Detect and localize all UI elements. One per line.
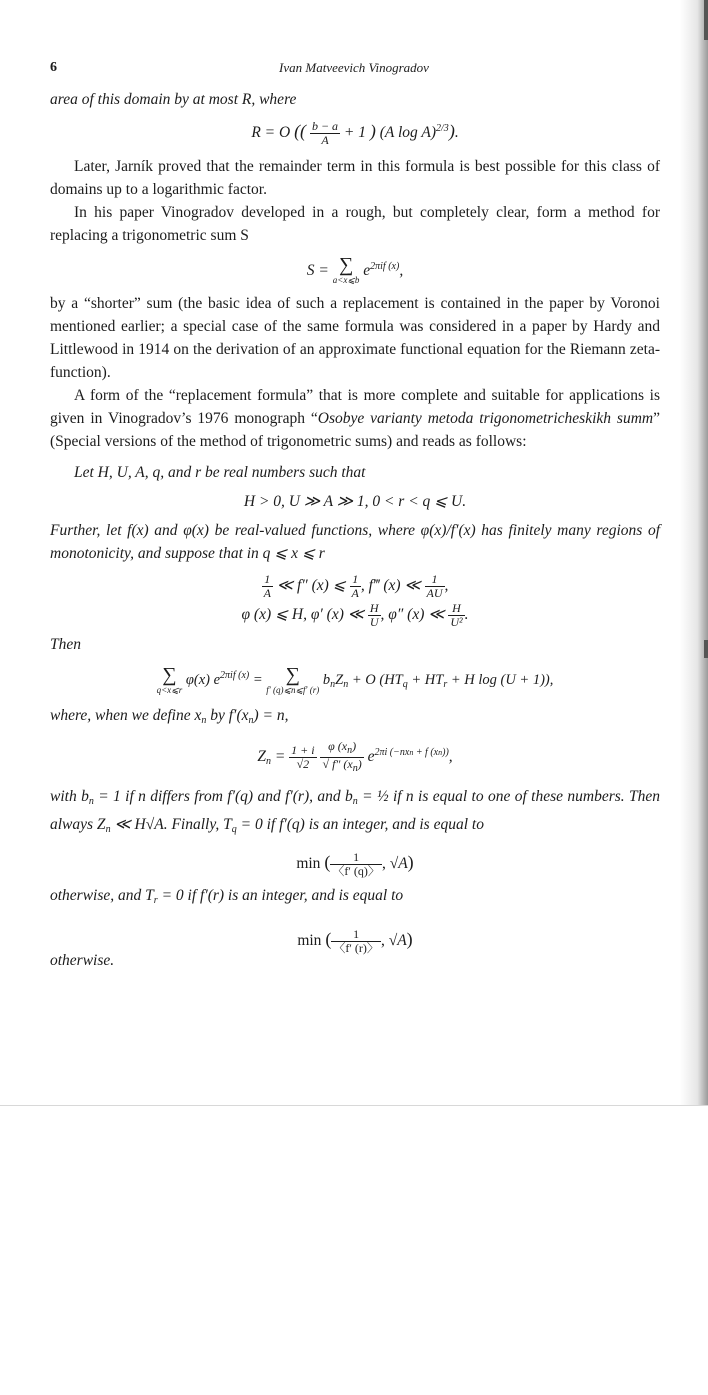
eq-S-sum: ∑ a<x⩽b <box>332 254 360 286</box>
eq-Z-b-num <box>320 740 363 758</box>
eq-main-term2: b <box>322 672 331 689</box>
scan-edge-top <box>704 0 708 40</box>
p10-b: = 0 if f′(r) is an integer, and is equal to <box>157 887 404 905</box>
eq-Z-b-den-text: √ f″ (x <box>322 757 353 772</box>
eq-main-sum1-limits: q<x⩽r <box>156 685 183 696</box>
equation-main <box>50 664 660 696</box>
eq-main-rest-sub1: q <box>402 679 408 691</box>
eq-Z-lhs: Z <box>257 748 266 766</box>
eq-f1-a-num: 1 <box>262 573 273 587</box>
p9-b: = 1 if n differs from f′(q) and f′(r), and b <box>93 788 353 806</box>
eq-R-paren: (A log A) <box>379 124 437 141</box>
eq-f2-frac-c <box>448 602 464 629</box>
equation-f1 <box>50 573 660 600</box>
eq-min1-root: √A <box>389 855 408 873</box>
paragraph-1: area of this domain by at most R, where <box>50 91 297 108</box>
eq-min2-min: min <box>297 932 322 950</box>
eq-f1-end: , <box>444 577 449 595</box>
paragraph-6: Let H, U, A, q, and r be real numbers such that <box>74 464 366 482</box>
p9-e: = 0 if f′(q) is an integer, and is equal to <box>236 816 484 834</box>
eq-R-frac-num: b − a <box>311 118 339 133</box>
eq-Z-end: , <box>448 748 453 766</box>
eq-S-exp: 2πif (x) <box>370 260 400 272</box>
eq-f2-comma: , <box>380 606 385 624</box>
paragraph-5 <box>50 384 660 453</box>
eq-S-end: , <box>399 261 404 279</box>
eq-main-equals: = <box>252 672 263 689</box>
running-head: Ivan Matveevich Vinogradov <box>279 60 429 75</box>
p10-a: otherwise, and T <box>50 887 154 905</box>
eq-Z-frac-a <box>289 744 316 771</box>
eq-main-rest2: + HT <box>411 672 444 689</box>
eq-min1-den: 〈f′ (q)〉 <box>332 864 380 879</box>
eq-main-exp1: 2πif (x) <box>220 670 250 682</box>
eq-main-rest-sub2: r <box>443 679 448 691</box>
eq-min2-num: 1 <box>331 928 381 942</box>
eq-f2-end: . <box>464 606 469 624</box>
eq-R-fraction <box>310 120 340 147</box>
eq-Z-b-den-sub: n <box>352 763 358 775</box>
eq-main-sum1: ∑ q<x⩽r <box>156 664 183 696</box>
eq-min2-den: 〈f′ (r)〉 <box>333 941 379 956</box>
eq-f1-c-den: AU <box>426 586 443 601</box>
eq-S-limits: a<x⩽b <box>332 275 360 286</box>
eq-min1-frac <box>330 851 382 878</box>
eq-f2-a: φ (x) ⩽ H, <box>241 606 307 624</box>
paragraph-3: In his paper Vinogradov developed in a rough, but completely clear, form a method for replacing a trigonometric sum S <box>50 203 660 244</box>
eq-main-sum2-limits: f′ (q)⩽n⩽f′ (r) <box>266 685 320 696</box>
eq-Z-exp-sub: n <box>409 748 414 758</box>
eq-f1-f3: f‴ (x) ≪ <box>368 577 421 595</box>
p9-d: ≪ H√A. Finally, T <box>110 816 232 834</box>
eq-f2-c-den: U² <box>450 615 463 630</box>
page-body <box>50 88 660 972</box>
eq-min2-comma: , <box>380 932 385 950</box>
eq-f1-c-num: 1 <box>425 573 445 587</box>
eq-Z-b-num-text: φ (x <box>328 739 348 754</box>
eq-Z-exp <box>375 747 449 758</box>
eq-f2-b-den: U <box>369 615 379 630</box>
paragraph-9 <box>50 785 660 841</box>
then-label: Then <box>50 636 81 654</box>
page-number: 6 <box>50 60 57 75</box>
equation-f2 <box>50 602 660 629</box>
p8-b: by f′(x <box>206 707 249 725</box>
eq-min2-root: √A <box>388 932 407 950</box>
p5-title: Osobye varianty metoda trigonometricheskikh summ <box>317 410 654 428</box>
eq-f2-c-num: H <box>448 602 464 616</box>
eq-Z-b-den <box>320 758 363 775</box>
eq-f2-frac-b <box>368 602 381 629</box>
eq-Z-b-den-end: ) <box>357 757 362 772</box>
eq-R-exp: 2/3 <box>436 123 449 134</box>
eq-f1-comma: , <box>360 577 365 595</box>
eq-main-term2b: Z <box>335 672 344 689</box>
p8-a: where, when we define x <box>50 707 202 725</box>
blank-scan-area <box>0 1105 708 1395</box>
paragraph-10 <box>50 884 660 912</box>
p8-c: ) = n, <box>253 707 289 725</box>
equation-min-1: min ( $\frac{1}{〈f' (q)〉}$ , √A) <box>296 850 414 879</box>
eq-main-term2b-sub: n <box>343 679 349 691</box>
equation-R: R = O (( $\frac{b - a}{A}$ + 1 ) (A log A)$^{2/3}$). <box>251 118 459 147</box>
paragraph-2: Later, Jarník proved that the remainder term in this formula is best possible for this class of domains up to a logarithmic factor. <box>50 157 660 198</box>
eq-main-term1: φ(x) e <box>185 672 221 689</box>
eq-R-frac-den: A <box>321 132 329 147</box>
eq-f1-b-num: 1 <box>350 573 361 587</box>
eq-f1-a-den: A <box>263 586 271 601</box>
eq-Z-lhs-sub: n <box>265 756 271 768</box>
eq-main-rest: + O (HT <box>351 672 403 689</box>
p10-sub: r <box>153 895 158 907</box>
page-header <box>50 60 658 80</box>
p8-sub: n <box>201 715 207 727</box>
eq-R-end: . <box>454 124 459 141</box>
eq-R-rest: + 1 <box>343 124 367 141</box>
p5-b: ” (Special versions of the method of trigonometric sums) and reads as follows: <box>50 410 660 451</box>
scan-edge-mid <box>704 640 708 658</box>
p9-sub2: n <box>352 796 358 808</box>
eq-f1-frac-a <box>262 573 273 600</box>
eq-f1-b-den: A <box>351 586 359 601</box>
eq-min1-num: 1 <box>330 851 382 865</box>
eq-Z-exp-sub2: n <box>438 748 443 758</box>
eq-main-sum2: ∑ f′ (q)⩽n⩽f′ (r) <box>266 664 320 696</box>
paragraph-4: by a “shorter” sum (the basic idea of such a replacement is contained in the paper by Voronoi mentioned earlier; a special case of the same formula was considered in a paper by Hardy and Littlewood in 1914 on the derivation of an approximate functional equation for the Riemann zeta-function). <box>50 295 660 382</box>
equation-min-2: min ( $\frac{1}{〈f' (r)〉}$ , √A) <box>297 927 413 956</box>
p9-c: = ½ if n is equal to one of these numbers. Then always Z <box>50 788 661 834</box>
paragraph-8 <box>50 704 660 732</box>
eq-min1-comma: , <box>381 855 386 873</box>
eq-f1-frac-c <box>425 573 445 600</box>
eq-R-lhs: R = O <box>251 124 291 141</box>
eq-Z-exp-b: + f (x <box>413 747 439 759</box>
p8-sub2: n <box>248 715 254 727</box>
eq-Z-b-num-end: ) <box>352 739 357 754</box>
p9-sub4: q <box>231 824 237 836</box>
equation-Z <box>50 740 660 775</box>
paragraph-11: otherwise. <box>50 952 115 970</box>
eq-main-rest3: + H log (U + 1)), <box>450 672 554 689</box>
paragraph-7: Further, let f(x) and φ(x) be real-valued functions, where φ(x)/f′(x) has finitely many regions of monotonicity, and suppose that in q ⩽ x ⩽ r <box>50 522 660 563</box>
eq-f1-frac-b <box>350 573 361 600</box>
eq-min2-frac <box>331 928 381 955</box>
equation-S <box>50 255 660 286</box>
eq-Z-frac-b <box>320 740 363 775</box>
eq-S-lhs: S = <box>306 261 329 279</box>
p5-a: A form of the “replacement formula” that is more complete and suitable for applications is given in Vinogradov’s 1976 monograph “ <box>50 387 660 428</box>
eq-f2-c: φ″ (x) ≪ <box>388 606 445 624</box>
eq-Z-exp-c: )) <box>442 747 449 759</box>
eq-main-term2-sub: n <box>330 679 336 691</box>
eq-Z-exp-a: 2πi (−nx <box>374 747 410 759</box>
eq-f2-b-num: H <box>369 601 379 616</box>
p9-a: with b <box>50 788 89 806</box>
eq-min1-min: min <box>296 855 321 873</box>
p9-sub: n <box>88 796 94 808</box>
eq-f1-mid: ≪ f″ (x) ⩽ <box>276 577 346 595</box>
eq-Z-b-num-sub: n <box>347 745 353 757</box>
eq-Z-a-num: 1 + i <box>291 743 315 758</box>
eq-Z-equals: = <box>274 748 286 766</box>
p9-sub3: n <box>105 824 111 836</box>
equation-conditions: H > 0, U ≫ A ≫ 1, 0 < r < q ⩽ U. <box>243 493 467 511</box>
eq-f2-b: φ′ (x) ≪ <box>310 606 364 624</box>
eq-Z-e: e <box>367 748 375 766</box>
eq-Z-a-den: √2 <box>296 757 310 772</box>
eq-S-term: e <box>363 261 371 279</box>
